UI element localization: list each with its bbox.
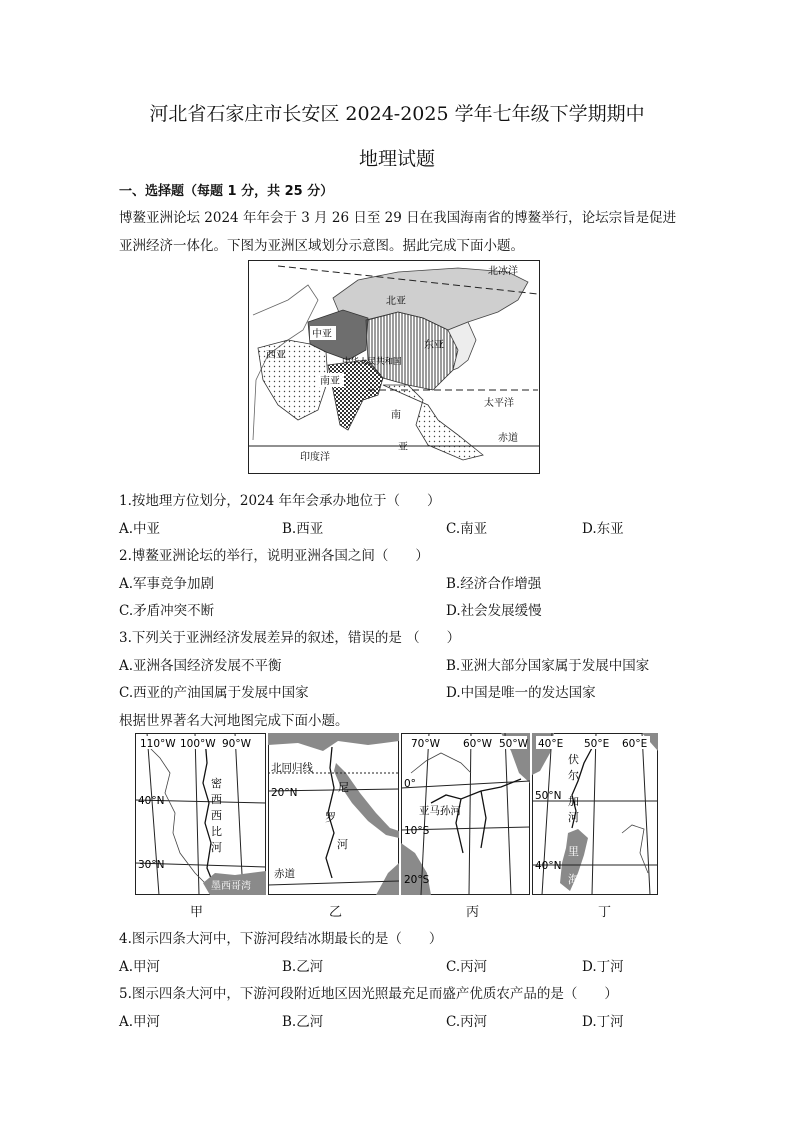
ding-lon-60e: 60°E	[622, 738, 648, 750]
q1-option-b[interactable]: B.西亚	[282, 521, 324, 537]
q5-option-a[interactable]: A.甲河	[119, 1014, 161, 1030]
label-china: 中华人民共和国	[342, 357, 402, 367]
q2-option-a[interactable]: A.军事竞争加剧	[119, 576, 215, 592]
label-equator: 赤道	[498, 433, 518, 444]
q5-option-d[interactable]: D.丁河	[582, 1014, 624, 1030]
label-south-asia: 南亚	[320, 376, 340, 387]
asia-region-map	[248, 260, 540, 474]
bing-lon-60w: 60°W	[463, 738, 492, 750]
jia-lon-90w: 90°W	[222, 738, 251, 750]
q2-option-b[interactable]: B.经济合作增强	[446, 576, 542, 592]
jia-river-char-3: 西	[211, 809, 222, 822]
jia-lon-110w: 110°W	[140, 738, 176, 750]
intro-text-line2: 亚洲经济一体化。下图为亚洲区域划分示意图。据此完成下面小题。	[119, 238, 524, 254]
ding-lon-50e: 50°E	[584, 738, 610, 750]
yi-river-char-2: 罗	[325, 811, 336, 824]
bing-lat-20s: 20°S	[404, 874, 430, 886]
jia-river-char-4: 比	[211, 825, 222, 838]
question-4-stem: 4.图示四条大河中，下游河段结冰期最长的是（ ）	[119, 931, 443, 947]
q3-option-a[interactable]: A.亚洲各国经济发展不平衡	[119, 658, 282, 674]
label-north-asia: 北亚	[386, 296, 406, 307]
page-title-line1: 河北省石家庄市长安区 2024-2025 学年七年级下学期期中	[149, 103, 645, 125]
caption-ding: 丁	[598, 905, 612, 920]
label-indian-ocean: 印度洋	[300, 452, 330, 463]
question-5-stem: 5.图示四条大河中，下游河段附近地区因光照最充足而盛产优质农产品的是（ ）	[119, 986, 618, 1002]
label-east-asia: 东亚	[424, 340, 444, 351]
jia-gulf-label: 墨西哥湾	[211, 881, 251, 892]
label-west-asia: 西亚	[266, 350, 286, 361]
q4-option-a[interactable]: A.甲河	[119, 959, 161, 975]
river-map-bing	[401, 733, 530, 895]
bing-river-label: 亚马孙河	[419, 805, 461, 817]
ding-lat-40n: 40°N	[535, 860, 562, 872]
label-southeast-a: 南	[391, 410, 401, 421]
river-map-ding	[532, 733, 658, 895]
jia-river-char-5: 河	[211, 841, 222, 854]
river-map-jia	[135, 733, 266, 895]
yi-equator-label: 赤道	[274, 868, 295, 880]
ding-lon-40e: 40°E	[538, 738, 564, 750]
page-title-line2: 地理试题	[358, 148, 435, 170]
question-1-stem: 1.按地理方位划分，2024 年年会承办地位于（ ）	[119, 493, 441, 509]
yi-tropic-label: 北回归线	[271, 762, 313, 774]
intro-text-line1: 博鳌亚洲论坛 2024 年年会于 3 月 26 日至 29 日在我国海南省的博鳌举行，论坛宗旨是促进	[119, 210, 677, 226]
rivers-intro: 根据世界著名大河地图完成下面小题。	[119, 713, 349, 729]
ding-river-char-3: 加	[568, 795, 579, 808]
q2-option-d[interactable]: D.社会发展缓慢	[446, 603, 542, 619]
bing-lon-70w: 70°W	[411, 738, 440, 750]
ding-river-char-4: 河	[568, 811, 579, 824]
label-central-asia: 中亚	[312, 329, 332, 340]
ding-river-char-2: 尔	[568, 769, 579, 782]
q4-option-c[interactable]: C.丙河	[446, 959, 488, 975]
yi-river-char-3: 河	[337, 838, 348, 851]
q2-option-c[interactable]: C.矛盾冲突不断	[119, 603, 215, 619]
caption-yi: 乙	[329, 905, 343, 920]
ding-sea-char-2: 海	[568, 873, 579, 886]
yi-lat-20n: 20°N	[271, 787, 298, 799]
jia-lat-30n: 30°N	[138, 859, 165, 871]
ding-sea-char-1: 里	[568, 845, 579, 858]
bing-lat-10s: 10°S	[404, 825, 430, 837]
q3-option-c[interactable]: C.西亚的产油国属于发展中国家	[119, 685, 309, 701]
q1-option-c[interactable]: C.南亚	[446, 521, 488, 537]
q1-option-d[interactable]: D.东亚	[582, 521, 624, 537]
caption-jia: 甲	[190, 905, 204, 920]
yi-river-char-1: 尼	[338, 781, 349, 794]
jia-lon-100w: 100°W	[180, 738, 216, 750]
q1-option-a[interactable]: A.中亚	[119, 521, 161, 537]
label-arctic-ocean: 北冰洋	[488, 266, 518, 277]
jia-river-char-1: 密	[211, 777, 222, 790]
ding-river-char-1: 伏	[568, 753, 579, 766]
label-southeast-b: 亚	[398, 442, 408, 453]
label-pacific-ocean: 太平洋	[484, 398, 514, 409]
section-heading: 一、选择题（每题 1 分，共 25 分）	[119, 184, 334, 199]
bing-lat-0: 0°	[404, 778, 416, 790]
q4-option-d[interactable]: D.丁河	[582, 959, 624, 975]
question-3-stem: 3.下列关于亚洲经济发展差异的叙述，错误的是 （ ）	[119, 630, 461, 646]
bing-lon-50w: 50°W	[499, 738, 528, 750]
caption-bing: 丙	[466, 905, 480, 920]
q3-option-b[interactable]: B.亚洲大部分国家属于发展中国家	[446, 658, 650, 674]
q5-option-c[interactable]: C.丙河	[446, 1014, 488, 1030]
q4-option-b[interactable]: B.乙河	[282, 959, 324, 975]
ding-lat-50n: 50°N	[535, 790, 562, 802]
question-2-stem: 2.博鳌亚洲论坛的举行，说明亚洲各国之间（ ）	[119, 548, 429, 564]
q5-option-b[interactable]: B.乙河	[282, 1014, 324, 1030]
river-map-yi	[268, 733, 399, 895]
jia-lat-40n: 40°N	[138, 795, 165, 807]
q3-option-d[interactable]: D.中国是唯一的发达国家	[446, 685, 596, 701]
jia-river-char-2: 西	[211, 793, 222, 806]
